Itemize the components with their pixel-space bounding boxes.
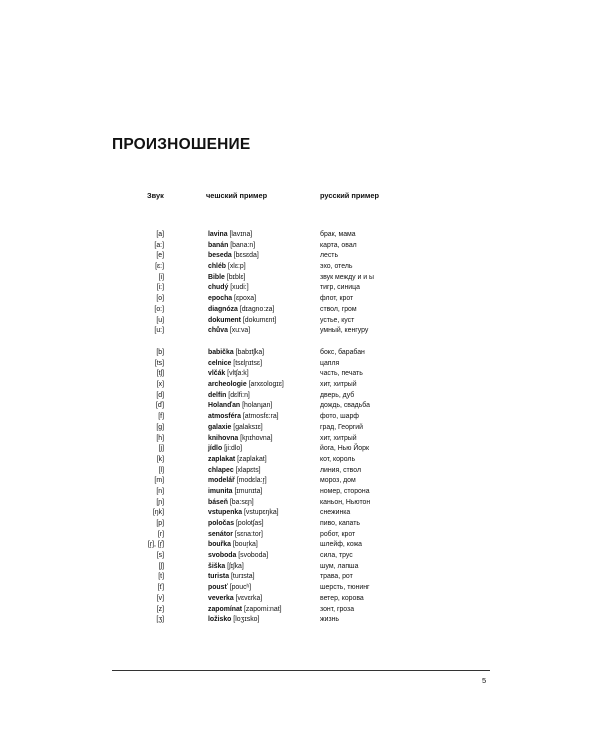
table-row (0, 615, 600, 626)
sound-symbol: [f] (158, 413, 164, 421)
russian-example: бокс, барабан (320, 349, 365, 356)
czech-example (208, 455, 267, 466)
sound-symbol: [a:] (154, 241, 164, 249)
czech-word: modelář (208, 477, 235, 485)
ipa-transcription: [bana:n] (230, 241, 256, 249)
russian-example: зонт, гроза (320, 605, 355, 613)
czech-example (208, 326, 250, 337)
sound-symbol: [ʒ] (156, 616, 164, 624)
czech-word: babička (208, 349, 234, 356)
russian-example: сила, трус (320, 552, 353, 560)
sound-symbol: [g] (156, 423, 164, 431)
ipa-transcription: [xlapɛts] (235, 466, 261, 474)
czech-example (208, 572, 255, 583)
czech-word: chléb (208, 263, 226, 271)
czech-example (208, 594, 262, 605)
czech-word: beseda (208, 252, 232, 260)
ipa-transcription: [bɛsɛda] (233, 252, 259, 260)
table-row (0, 380, 600, 391)
czech-example (208, 251, 259, 262)
czech-word: zapomínat (208, 605, 243, 613)
czech-word: delfín (208, 391, 227, 399)
ipa-transcription: [atmosfɛ:ra] (242, 413, 279, 421)
ipa-transcription: [ba:sɛɲ] (229, 498, 254, 506)
column-header-sound: Звук (147, 191, 164, 200)
sound-symbol: [o:] (154, 305, 164, 313)
table-row (0, 391, 600, 402)
table-row (0, 519, 600, 530)
ipa-transcription: [modɛla:r̝] (236, 477, 267, 485)
ipa-transcription: [svoboda] (238, 552, 269, 560)
czech-word: veverka (208, 594, 234, 602)
page-title: ПРОИЗНОШЕНИЕ (112, 136, 251, 153)
table-row (0, 605, 600, 616)
czech-word: galaxie (208, 423, 232, 431)
table-row (0, 455, 600, 466)
sound-symbol: [ɛ:] (155, 263, 164, 271)
czech-word: celnice (208, 359, 232, 367)
sound-symbol: [n] (156, 487, 164, 495)
czech-word: dokument (208, 316, 241, 324)
czech-example (208, 273, 245, 284)
ipa-transcription: [vltʃa:k] (227, 370, 249, 378)
table-row (0, 498, 600, 509)
sound-symbol: [ts] (154, 359, 164, 367)
table-row (0, 562, 600, 573)
czech-example (208, 530, 263, 541)
ipa-transcription: [kɲɪhovna] (240, 434, 273, 442)
czech-example (208, 476, 267, 487)
czech-word: atmosféra (208, 413, 241, 421)
column-header-czech: чешский пример (206, 191, 268, 200)
russian-example: трава, рот (320, 573, 353, 581)
russian-example: йога, Нью Йорк (320, 445, 369, 453)
sound-symbol: [i:] (156, 284, 164, 292)
russian-example: мороз, дом (320, 477, 356, 485)
sound-symbol: [j] (158, 445, 164, 453)
czech-word: bouřka (208, 541, 231, 549)
sound-symbol: [ď] (155, 402, 164, 410)
sound-symbol: [e] (156, 252, 164, 260)
table-row (0, 294, 600, 305)
table-row (0, 251, 600, 262)
czech-word: archeologie (208, 381, 247, 389)
czech-word: senátor (208, 530, 233, 538)
russian-example: ствол, гром (320, 305, 357, 313)
sound-symbol: [tʃ] (156, 370, 164, 378)
czech-word: poločas (208, 520, 235, 527)
sound-symbol: [b] (156, 349, 164, 356)
consonants-table (0, 348, 600, 626)
table-row (0, 305, 600, 316)
sound-symbol: [z] (156, 605, 164, 613)
sound-symbol: [t] (158, 573, 164, 581)
russian-example: дверь, дуб (320, 391, 355, 399)
sound-symbol: [u:] (154, 327, 164, 335)
czech-example (208, 434, 273, 445)
czech-example (208, 283, 249, 294)
czech-word: chlapec (208, 466, 234, 474)
russian-example: пиво, капать (320, 520, 360, 527)
czech-word: báseň (208, 498, 228, 506)
ipa-transcription: [ɛpoxa] (234, 295, 256, 303)
czech-example (208, 583, 251, 594)
table-row (0, 594, 600, 605)
ipa-transcription: [loʒɪsko] (233, 616, 260, 624)
column-header-russian: русский пример (320, 191, 380, 200)
table-row (0, 401, 600, 412)
ipa-transcription: [holanɟan] (242, 402, 273, 410)
sound-symbol: [u] (156, 316, 164, 324)
russian-example: умный, кенгуру (320, 327, 369, 335)
footer-divider (112, 670, 490, 671)
russian-example: жизнь (320, 616, 340, 624)
sound-symbol: [r] (157, 530, 164, 538)
czech-example (208, 444, 242, 455)
czech-example (208, 605, 282, 616)
ipa-transcription: [xu:va] (229, 327, 251, 335)
czech-example (208, 316, 276, 327)
czech-word: banán (208, 241, 229, 249)
ipa-transcription: [ɪmunɪta] (234, 487, 263, 495)
page-number: 5 (482, 676, 487, 685)
sound-symbol: [a] (156, 231, 164, 238)
sound-symbol: [ť] (157, 584, 164, 592)
table-row (0, 241, 600, 252)
table-row (0, 476, 600, 487)
sound-symbol: [l] (158, 466, 164, 474)
table-row (0, 572, 600, 583)
russian-example: дождь, свадьба (320, 402, 370, 410)
czech-word: diagnóza (208, 305, 238, 313)
czech-word: chůva (208, 327, 228, 335)
czech-example (208, 348, 264, 359)
czech-example (208, 423, 263, 434)
ipa-transcription: [babɪtʃka] (235, 349, 265, 356)
russian-example: кот, король (320, 455, 356, 463)
russian-example: брак, мама (320, 231, 356, 238)
russian-example: звук между и и ы (320, 273, 375, 281)
table-row (0, 466, 600, 477)
sound-symbol: [r̝], [r̝̊] (147, 541, 164, 549)
ipa-transcription: [vstupɛŋka] (244, 509, 279, 517)
table-row (0, 359, 600, 370)
czech-example (208, 519, 264, 530)
russian-example: линия, ствол (320, 466, 361, 474)
sound-symbol: [o] (156, 295, 164, 303)
russian-example: тигр, синица (320, 284, 360, 292)
czech-example (208, 540, 258, 551)
sound-symbol: [d] (156, 391, 164, 399)
table-row (0, 326, 600, 337)
ipa-transcription: [dokumɛnt] (242, 316, 277, 324)
ipa-transcription: [ʃɪʃka] (227, 562, 244, 570)
sound-symbol: [h] (156, 434, 164, 442)
sound-symbol: [k] (156, 455, 164, 463)
russian-example: град, Георгий (320, 423, 364, 431)
ipa-transcription: [xudi:] (230, 284, 249, 292)
ipa-transcription: [polotʃas] (235, 520, 264, 527)
ipa-transcription: [turɪsta] (230, 573, 255, 581)
russian-example: карта, овал (320, 241, 357, 249)
czech-example (208, 562, 244, 573)
table-row (0, 444, 600, 455)
sound-symbol: [p] (156, 520, 164, 527)
czech-example (208, 305, 274, 316)
ipa-transcription: [lavɪna] (229, 231, 253, 238)
czech-example (208, 487, 262, 498)
czech-example (208, 380, 284, 391)
czech-word: turista (208, 573, 230, 581)
czech-example (208, 401, 272, 412)
russian-example: часть, печать (320, 370, 363, 378)
table-row (0, 369, 600, 380)
table-row (0, 412, 600, 423)
russian-example: шлейф, кожа (320, 541, 363, 549)
czech-word: pousť (208, 584, 228, 592)
czech-word: ložisko (208, 616, 232, 624)
ipa-transcription: [ji:dlo] (224, 445, 243, 453)
table-row (0, 540, 600, 551)
sound-symbol: [m] (154, 477, 164, 485)
czech-word: zaplakat (208, 455, 236, 463)
czech-word: chudý (208, 284, 229, 292)
table-row (0, 508, 600, 519)
czech-word: vlčák (208, 370, 226, 378)
czech-word: knihovna (208, 434, 239, 442)
ipa-transcription: [sɛna:tor] (234, 530, 263, 538)
czech-word: Bible (208, 273, 225, 281)
table-row (0, 423, 600, 434)
vowels-table (0, 230, 600, 337)
sound-symbol: [s] (156, 552, 164, 560)
czech-example (208, 508, 279, 519)
czech-word: lavina (208, 231, 228, 238)
russian-example: фото, шарф (320, 413, 359, 421)
russian-example: цапля (320, 359, 340, 367)
czech-word: svoboda (208, 552, 237, 560)
ipa-transcription: [tsɛlɲɪtsɛ] (233, 359, 262, 367)
czech-example (208, 262, 246, 273)
czech-example (208, 615, 259, 626)
ipa-transcription: [bɪblɛ] (226, 273, 246, 281)
russian-example: лесть (320, 252, 339, 260)
russian-example: хит, хитрый (320, 381, 357, 389)
ipa-transcription: [vɛvɛrka] (235, 594, 263, 602)
russian-example: хит, хитрый (320, 434, 357, 442)
ipa-transcription: [bour̝ka] (232, 541, 258, 549)
czech-word: Holanďan (208, 402, 241, 410)
czech-example (208, 294, 256, 305)
table-row (0, 434, 600, 445)
czech-word: imunita (208, 487, 233, 495)
table-row (0, 273, 600, 284)
czech-example (208, 391, 250, 402)
ipa-transcription: [xlɛ:p] (227, 263, 246, 271)
table-row (0, 316, 600, 327)
sound-symbol: [ɲ] (156, 498, 164, 506)
sound-symbol: [x] (156, 381, 164, 389)
sound-symbol: [ʃ] (158, 562, 164, 570)
czech-example (208, 359, 262, 370)
table-row (0, 551, 600, 562)
ipa-transcription: [poucʰ] (229, 584, 252, 592)
sound-symbol: [i] (158, 273, 164, 281)
czech-word: šiška (208, 562, 226, 570)
russian-example: шерсть, тюнинг (320, 584, 370, 592)
russian-example: шум, лапша (320, 562, 359, 570)
czech-example (208, 551, 268, 562)
czech-word: jídlo (208, 445, 223, 453)
sound-symbol: [ŋk] (152, 509, 164, 517)
ipa-transcription: [dɪagno:za] (239, 305, 275, 313)
russian-example: флот, крот (320, 295, 354, 303)
table-row (0, 487, 600, 498)
czech-example (208, 412, 279, 423)
table-row (0, 283, 600, 294)
czech-example (208, 369, 249, 380)
russian-example: снежинка (320, 509, 351, 517)
ipa-transcription: [zapomi:nat] (244, 605, 282, 613)
russian-example: эхо, отель (320, 263, 353, 271)
czech-word: epocha (208, 295, 233, 303)
czech-example (208, 498, 254, 509)
ipa-transcription: [zaplakat] (237, 455, 267, 463)
sound-symbol: [v] (156, 594, 164, 602)
czech-example (208, 230, 252, 241)
table-row (0, 583, 600, 594)
russian-example: робот, крот (320, 530, 356, 538)
russian-example: номер, сторона (320, 487, 370, 495)
ipa-transcription: [dɛlfi:n] (228, 391, 250, 399)
ipa-transcription: [arxɛologɪɛ] (248, 381, 284, 389)
table-row (0, 348, 600, 359)
czech-example (208, 241, 255, 252)
czech-example (208, 466, 261, 477)
ipa-transcription: [galaksɪɛ] (233, 423, 263, 431)
table-row (0, 262, 600, 273)
russian-example: каньон, Ньютон (320, 498, 371, 506)
table-row (0, 230, 600, 241)
russian-example: устье, куст (320, 316, 355, 324)
czech-word: vstupenka (208, 509, 243, 517)
russian-example: ветер, корова (320, 594, 364, 602)
table-row (0, 530, 600, 541)
